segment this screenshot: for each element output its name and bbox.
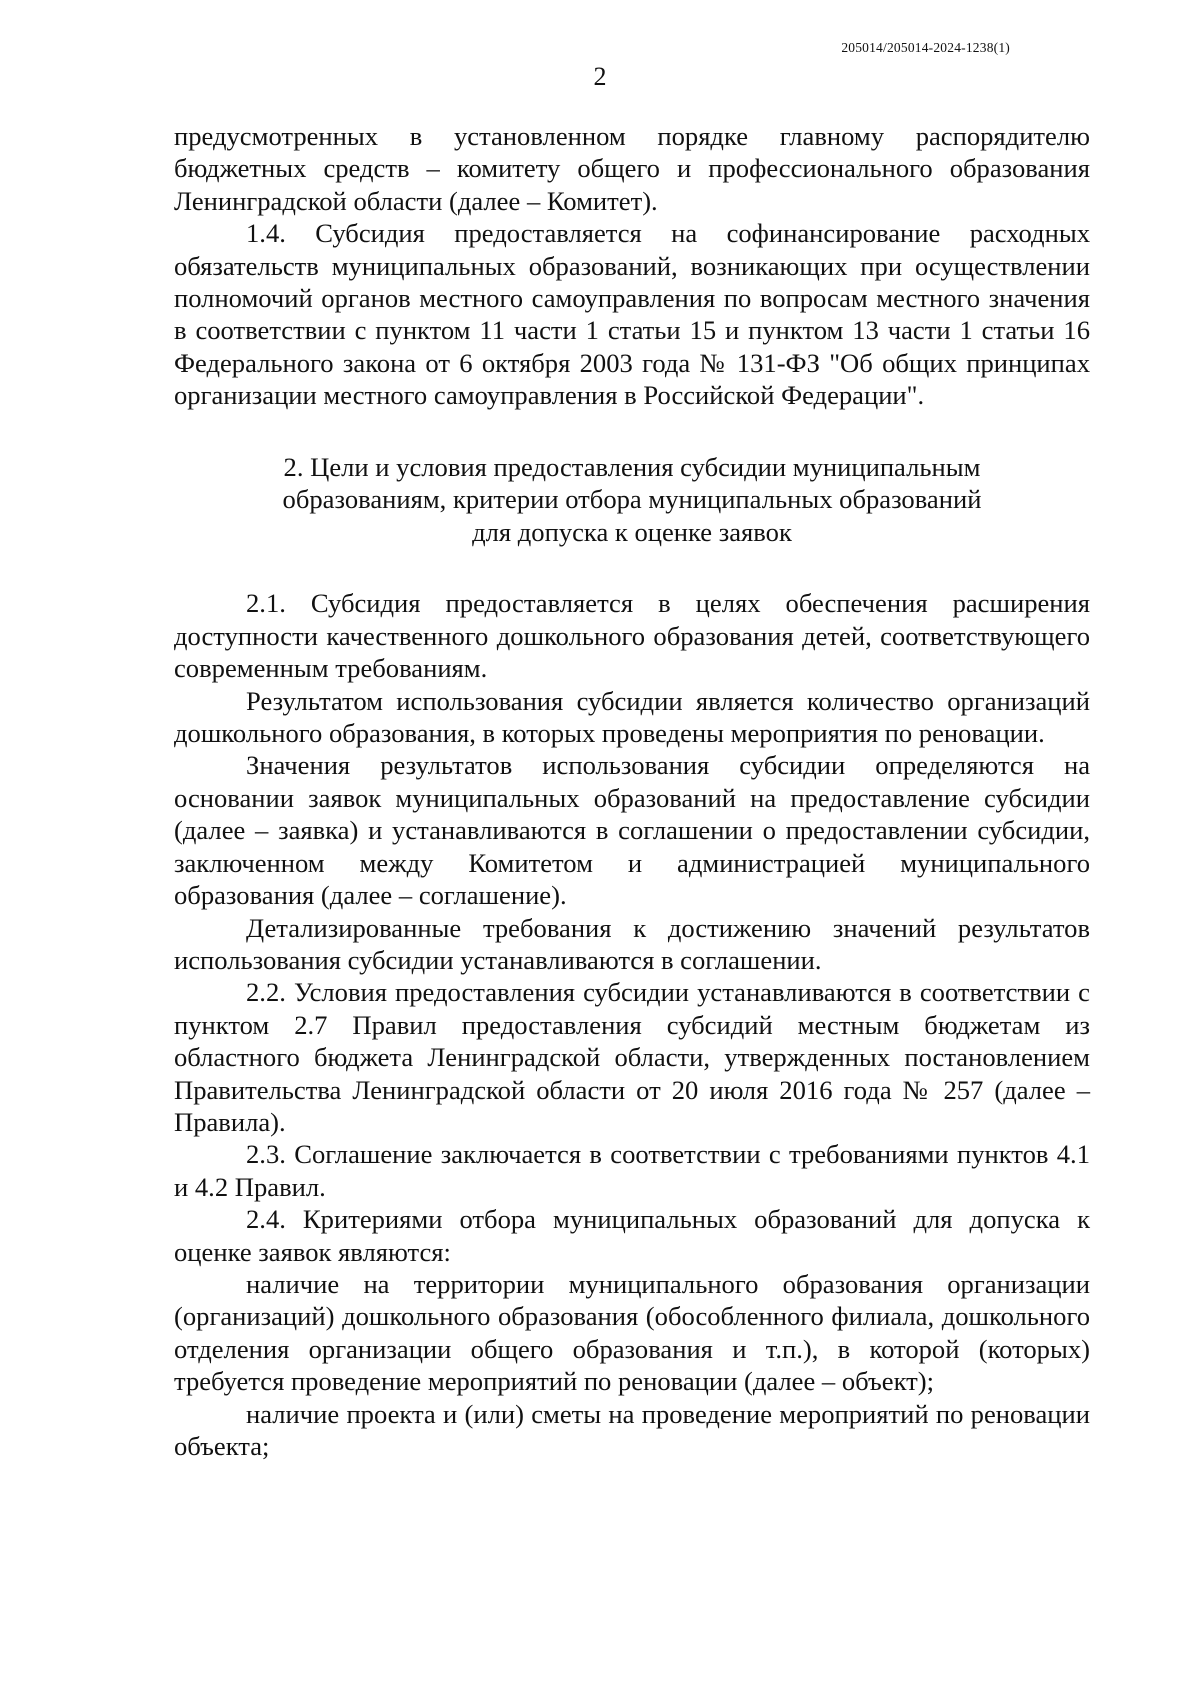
paragraph-1-4: 1.4. Субсидия предоставляется на софинансирование расходных обязательств муниципальных образований, возникающих при осуществлении полномочий органов местного самоуправления по вопросам местного значения в соответствии с пунктом 11 части 1 статьи 15 и пунктом 13 части 1 статьи 16 Федерального закона от 6 октября 2003 года № 131-ФЗ "Об общих принципах организации местного самоуправления в Российской Федерации". [174, 218, 1090, 411]
paragraph-2-4: 2.4. Критериями отбора муниципальных образований для допуска к оценке заявок являются: [174, 1204, 1090, 1267]
section-heading-line-1: 2. Цели и условия предоставления субсидии муниципальным [283, 451, 981, 482]
section-heading-line-2: образованиям, критерии отбора муниципальных образований [282, 484, 982, 515]
criterion-item-2: наличие проекта и (или) сметы на проведение мероприятий по реновации объекта; [174, 1398, 1090, 1461]
criterion-item-1: наличие на территории муниципального образования организации (организаций) дошкольного образования (обособленного филиала, дошкольного отделения организации общего образования и т.п.), в которой (которых) требуется проведение мероприятий по реновации (далее – объект); [174, 1268, 1090, 1397]
document-body [174, 120, 1090, 1462]
page-number: 2 [593, 62, 607, 91]
section-heading-2 [174, 451, 1090, 549]
paragraph-continuation: предусмотренных в установленном порядке главному распорядителю бюджетных средств – комитету общего и профессионального образования Ленинградской области (далее – Комитет). [174, 121, 1090, 216]
paragraph-2-3: 2.3. Соглашение заключается в соответствии с требованиями пунктов 4.1 и 4.2 Правил. [174, 1139, 1090, 1202]
document-registration-number: 205014/205014-2024-1238(1) [841, 40, 1010, 55]
paragraph-2-2: 2.2. Условия предоставления субсидии устанавливаются в соответствии с пунктом 2.7 Правил предоставления субсидий местным бюджетам из областного бюджета Ленинградской области, утвержденных постановлением Правительства Ленинградской области от 20 июля 2016 года № 257 (далее – Правила). [174, 977, 1090, 1137]
paragraph-result-values: Значения результатов использования субсидии определяются на основании заявок муниципальных образований на предоставление субсидии (далее – заявка) и устанавливаются в соглашении о предоставлении субсидии, заключенном между Комитетом и администрацией муниципального образования (далее – соглашение). [174, 750, 1090, 911]
paragraph-result: Результатом использования субсидии является количество организаций дошкольного образования, в которых проведены мероприятия по реновации. [174, 685, 1090, 749]
section-heading-line-3: для допуска к оценке заявок [472, 516, 792, 547]
paragraph-2-1: 2.1. Субсидия предоставляется в целях обеспечения расширения доступности качественного дошкольного образования детей, соответствующего современным требованиям. [174, 588, 1090, 684]
paragraph-detailed-requirements: Детализированные требования к достижению значений результатов использования субсидии устанавливаются в соглашении. [174, 912, 1090, 975]
